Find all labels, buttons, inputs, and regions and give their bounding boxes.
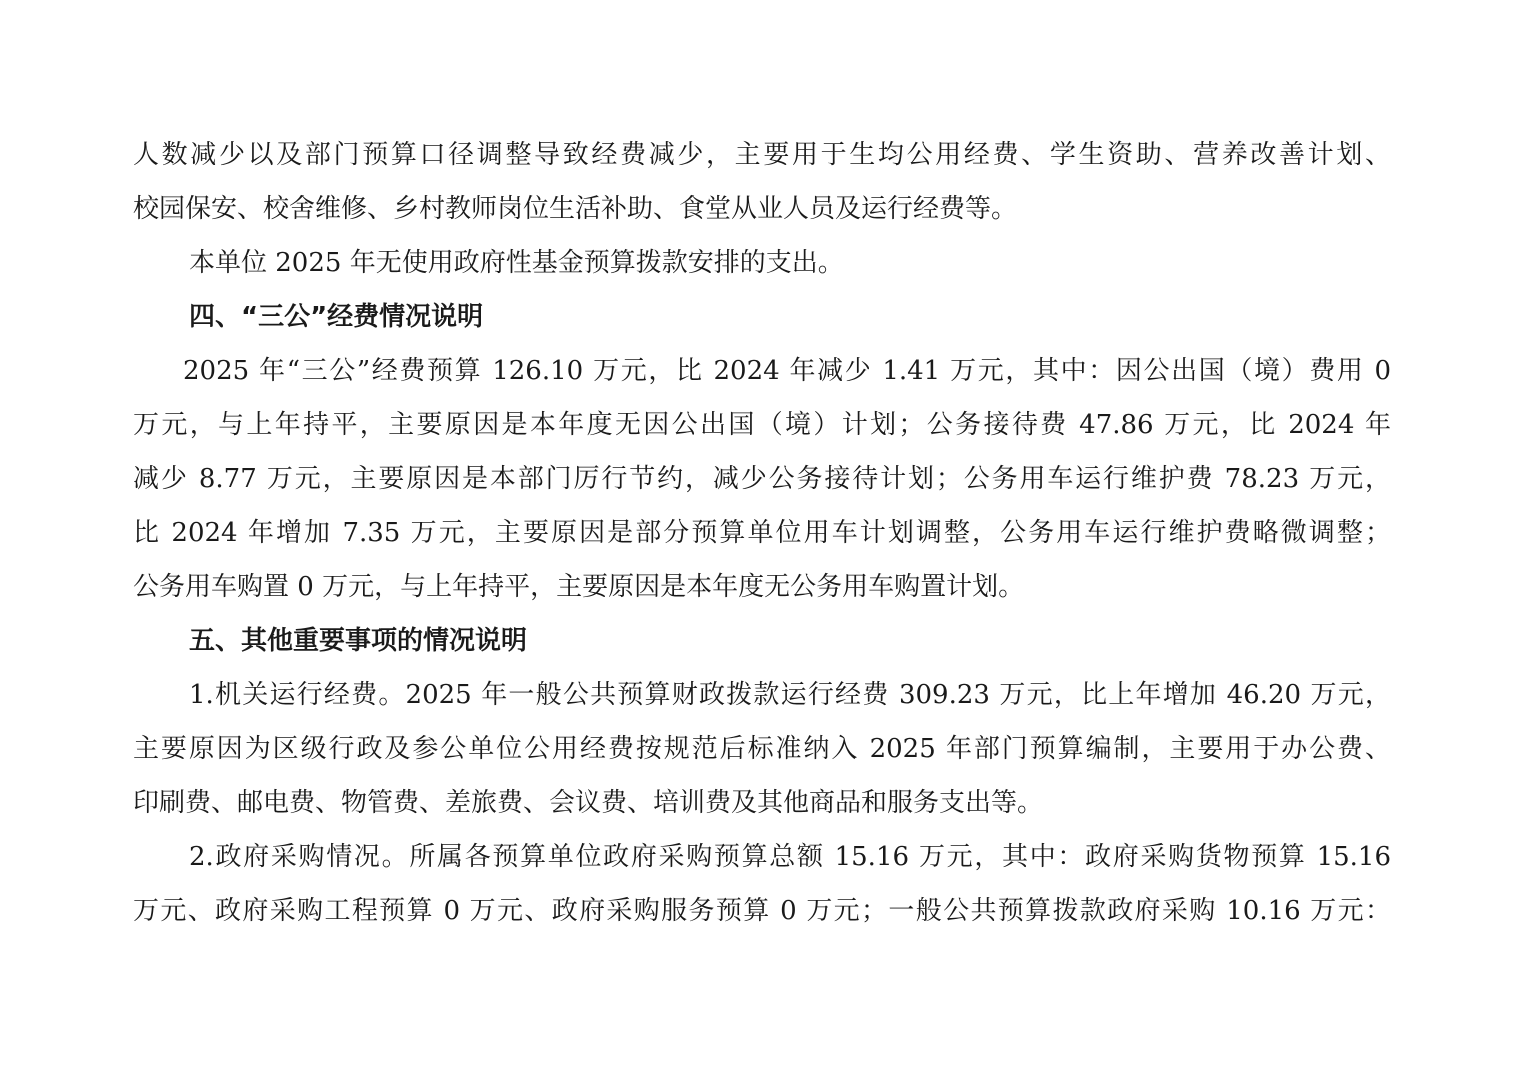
- text-line: 公务用车购置 0 万元，与上年持平，主要原因是本年度无公务用车购置计划。: [133, 572, 1025, 602]
- text-line: 校园保安、校舍维修、乡村教师岗位生活补助、食堂从业人员及运行经费等。: [133, 194, 1018, 224]
- text-line: 人数减少以及部门预算口径调整导致经费减少，主要用于生均公用经费、学生资助、营养改善计划、: [133, 140, 1391, 170]
- document-body: [133, 128, 1391, 938]
- paragraph-fund-budget: [133, 236, 1391, 290]
- paragraph-three-public-expenses: [133, 344, 1391, 614]
- text-line: 1.机关运行经费。2025 年一般公共预算财政拨款运行经费 309.23 万元，比上年增加 46.20 万元，: [189, 680, 1391, 710]
- paragraph-operating-expenses: [133, 668, 1391, 830]
- paragraph-budget-reduction: [133, 128, 1391, 236]
- text-line: 本单位 2025 年无使用政府性基金预算拨款安排的支出。: [189, 248, 844, 278]
- paragraph-government-procurement: [133, 830, 1391, 938]
- text-line: 万元、政府采购工程预算 0 万元、政府采购服务预算 0 万元；一般公共预算拨款政府采购 10.16 万元：: [133, 896, 1391, 926]
- text-line: 2.政府采购情况。所属各预算单位政府采购预算总额 15.16 万元，其中：政府采购货物预算 15.16: [189, 842, 1391, 872]
- text-line: 主要原因为区级行政及参公单位公用经费按规范后标准纳入 2025 年部门预算编制，主要用于办公费、: [133, 734, 1391, 764]
- text-line: 减少 8.77 万元，主要原因是本部门厉行节约，减少公务接待计划；公务用车运行维护费 78.23 万元，: [133, 464, 1391, 494]
- text-line: 万元，与上年持平，主要原因是本年度无因公出国（境）计划；公务接待费 47.86 万元，比 2024 年: [133, 410, 1391, 440]
- text-line: 印刷费、邮电费、物管费、差旅费、会议费、培训费及其他商品和服务支出等。: [133, 788, 1044, 818]
- heading-text: 四、“三公”经费情况说明: [189, 302, 484, 332]
- section-heading-five: [133, 614, 1391, 668]
- text-line: 2025 年“三公”经费预算 126.10 万元，比 2024 年减少 1.41 万元，其中：因公出国（境）费用 0: [183, 356, 1391, 386]
- text-line: 比 2024 年增加 7.35 万元，主要原因是部分预算单位用车计划调整，公务用车运行维护费略微调整；: [133, 518, 1391, 548]
- heading-text: 五、其他重要事项的情况说明: [189, 626, 528, 656]
- section-heading-four: [133, 290, 1391, 344]
